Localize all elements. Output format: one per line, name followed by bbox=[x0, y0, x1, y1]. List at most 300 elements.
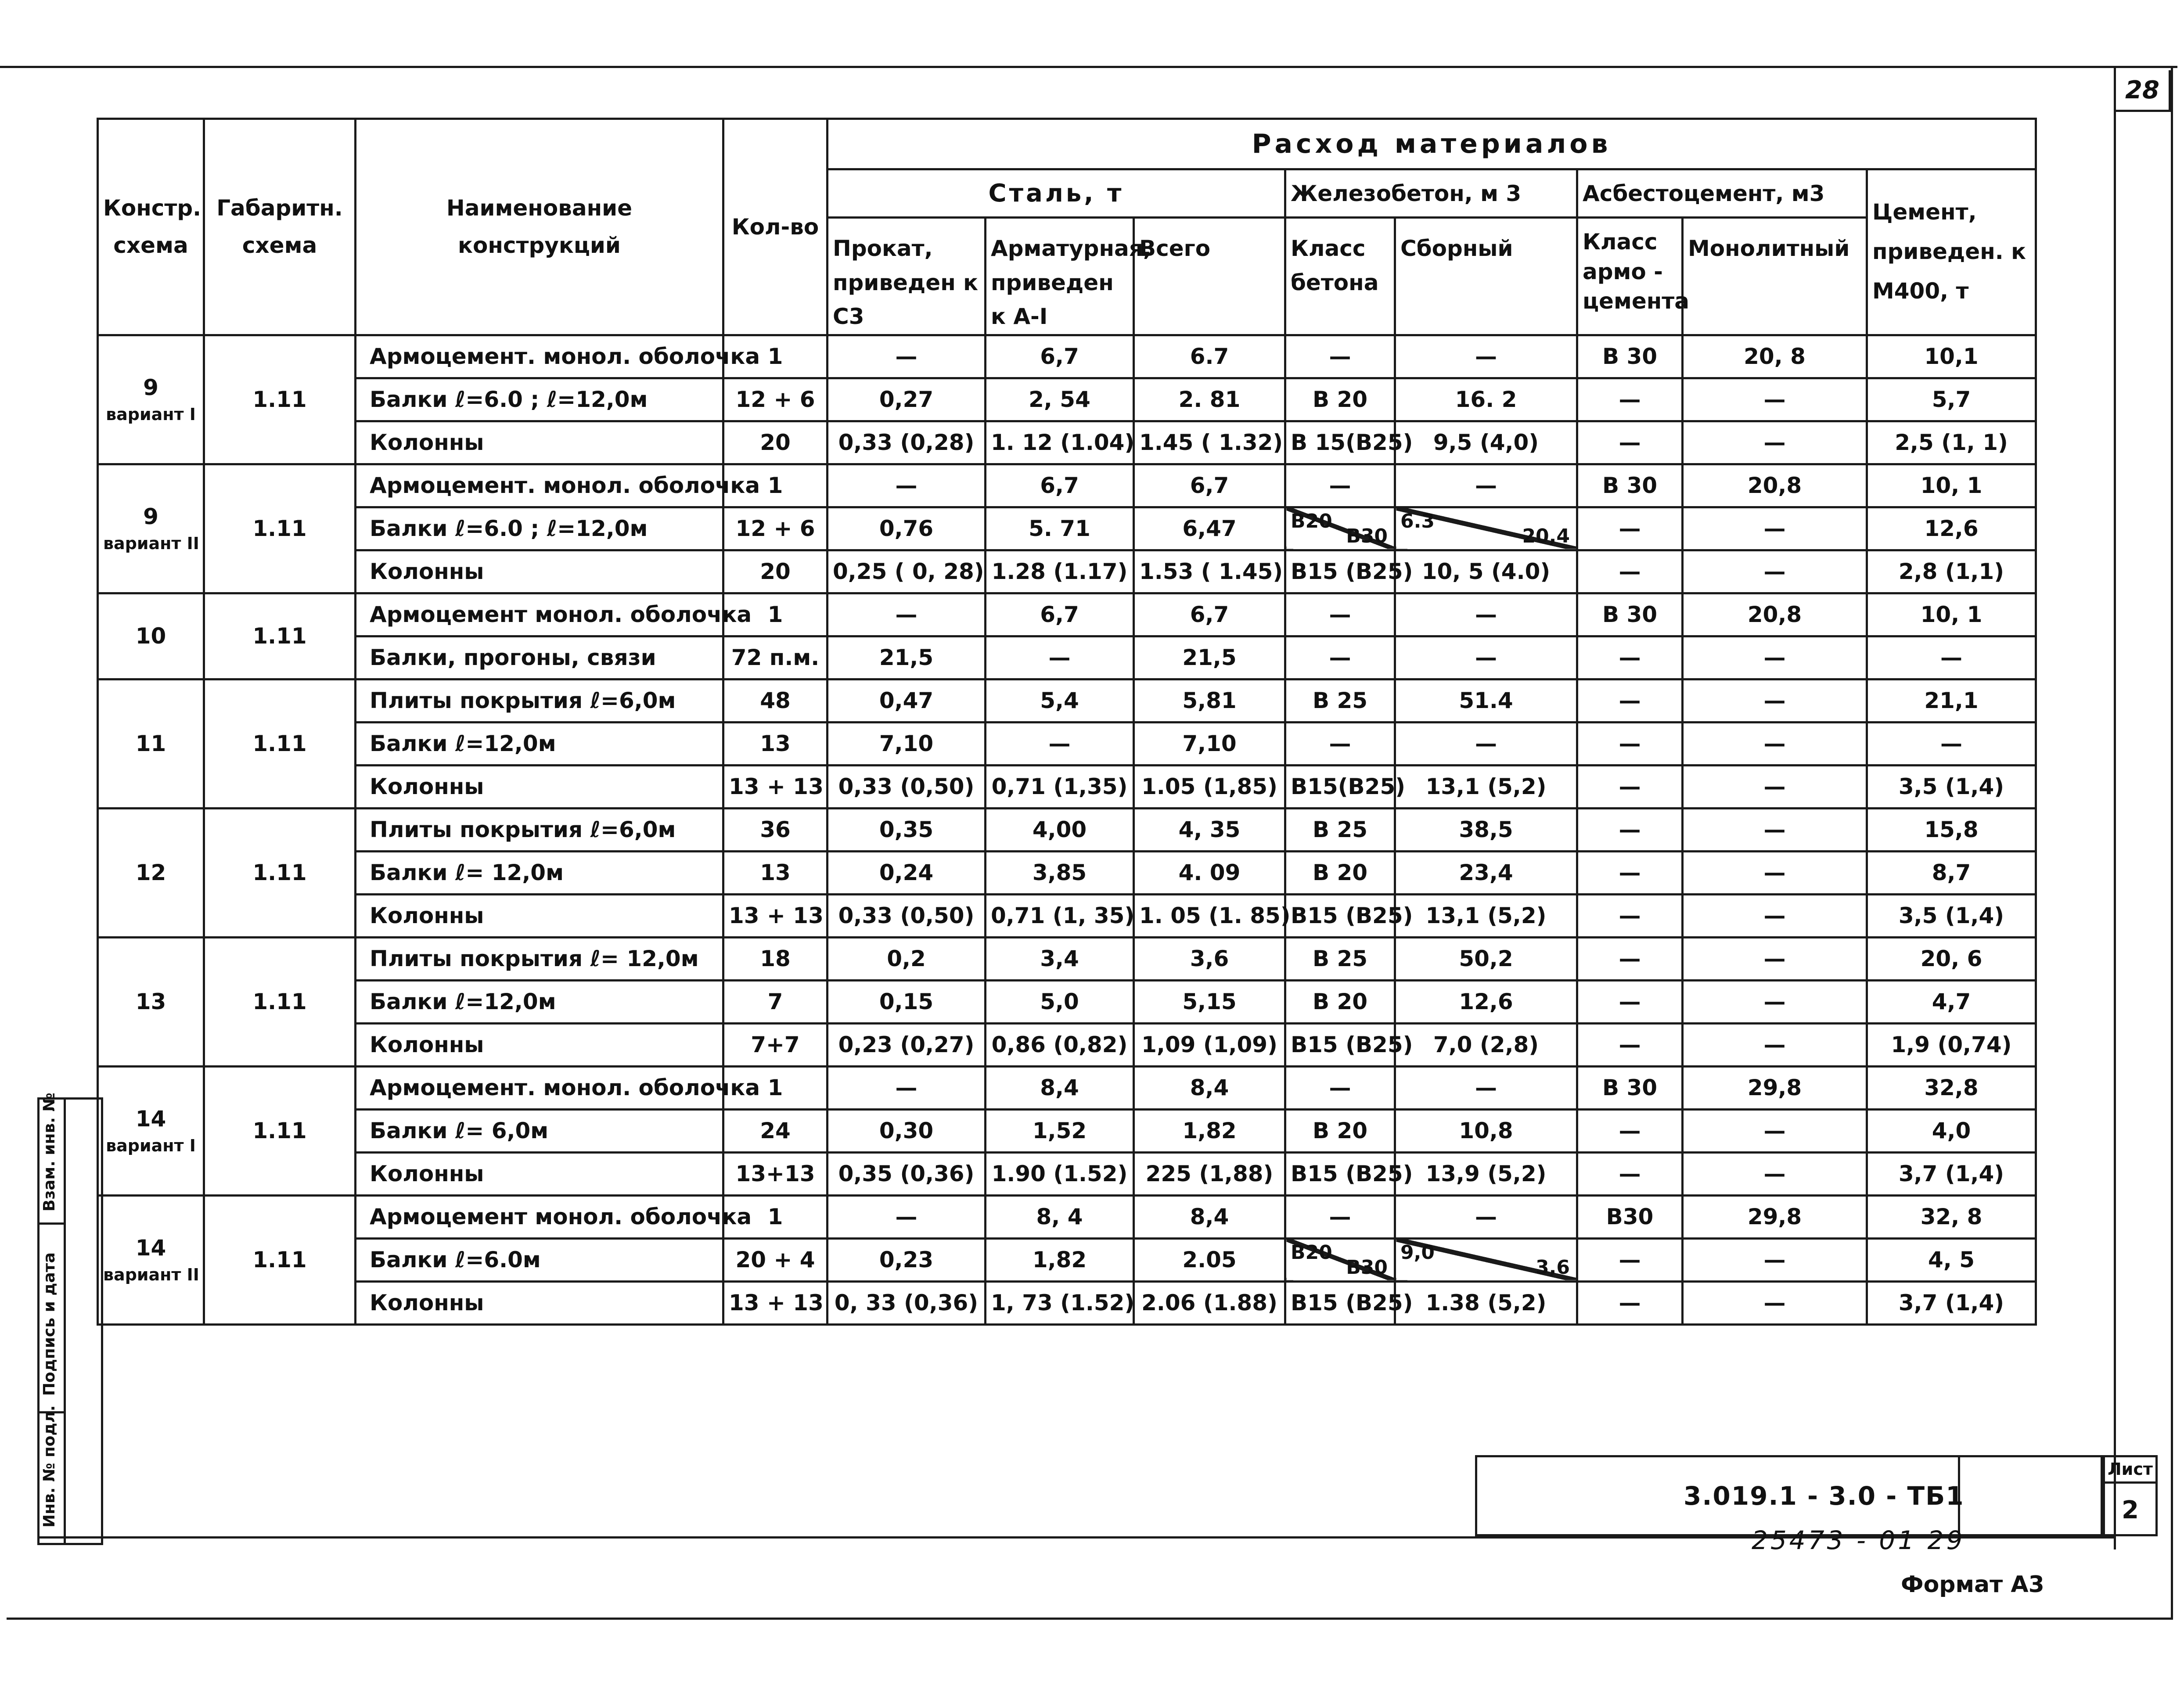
cell-cls: — bbox=[1285, 636, 1395, 679]
cell-name: Балки ℓ=6.0м bbox=[356, 1238, 723, 1281]
cell-qty: 7+7 bbox=[723, 1023, 828, 1066]
cell-schema bbox=[98, 1066, 204, 1195]
cell-precast: 51.4 bbox=[1395, 679, 1577, 722]
cell-qty: 12 + 6 bbox=[723, 507, 828, 550]
cell-precast-split bbox=[1395, 507, 1577, 550]
cell-total: 7,10 bbox=[1134, 722, 1285, 765]
cell-qty: 24 bbox=[723, 1109, 828, 1152]
cell-cls: — bbox=[1285, 1195, 1395, 1238]
cell-cement: — bbox=[1867, 636, 2036, 679]
cell-rolled: — bbox=[828, 593, 986, 636]
cell-rebar: 1.90 (1.52) bbox=[986, 1152, 1134, 1195]
cell-schema bbox=[98, 808, 204, 937]
cell-mono: — bbox=[1683, 1238, 1867, 1281]
cell-rolled: — bbox=[828, 335, 986, 378]
cell-cement: 8,7 bbox=[1867, 851, 2036, 894]
cell-total: 6.7 bbox=[1134, 335, 1285, 378]
cell-rolled: 0,2 bbox=[828, 937, 986, 980]
cell-rebar: 3,4 bbox=[986, 937, 1134, 980]
cell-mono: — bbox=[1683, 1281, 1867, 1324]
split-value-lower: В30 bbox=[1346, 1256, 1388, 1279]
table-row bbox=[98, 378, 2036, 421]
cell-rolled: 0,35 bbox=[828, 808, 986, 851]
cell-gabarit: 1.11 bbox=[204, 1195, 356, 1324]
cell-precast-split bbox=[1395, 1238, 1577, 1281]
frame-top-line bbox=[0, 66, 2177, 68]
cell-cement: 3,5 (1,4) bbox=[1867, 765, 2036, 808]
cell-precast: 9,5 (4,0) bbox=[1395, 421, 1577, 464]
cell-rebar: 5. 71 bbox=[986, 507, 1134, 550]
cell-cement: 15,8 bbox=[1867, 808, 2036, 851]
schema-number: 11 bbox=[135, 731, 166, 756]
cell-precast: 1.38 (5,2) bbox=[1395, 1281, 1577, 1324]
cell-precast: — bbox=[1395, 593, 1577, 636]
frame-inner-right-line bbox=[2114, 66, 2116, 1549]
cell-cement: 4, 5 bbox=[1867, 1238, 2036, 1281]
schema-number: 10 bbox=[135, 623, 166, 649]
cell-precast: 10,8 bbox=[1395, 1109, 1577, 1152]
cell-mono: — bbox=[1683, 765, 1867, 808]
table-row bbox=[98, 1109, 2036, 1152]
schema-number: 13 bbox=[135, 989, 166, 1014]
cell-acls: — bbox=[1577, 1152, 1683, 1195]
cell-cls-split bbox=[1285, 507, 1395, 550]
cell-name: Балки ℓ= 6,0м bbox=[356, 1109, 723, 1152]
cell-mono: — bbox=[1683, 421, 1867, 464]
cell-acls: — bbox=[1577, 507, 1683, 550]
table-row bbox=[98, 1066, 2036, 1109]
cell-gabarit: 1.11 bbox=[204, 1066, 356, 1195]
cell-qty: 1 bbox=[723, 335, 828, 378]
cell-name: Колонны bbox=[356, 421, 723, 464]
cell-precast: — bbox=[1395, 722, 1577, 765]
header-rebar: Арматурная, приведен к А-I bbox=[986, 218, 1134, 335]
cell-mono: — bbox=[1683, 636, 1867, 679]
materials-table bbox=[97, 118, 2037, 1326]
cell-mono: — bbox=[1683, 722, 1867, 765]
cell-cement: 4,7 bbox=[1867, 980, 2036, 1023]
schema-variant: вариант I bbox=[106, 1136, 196, 1156]
cell-total: 8,4 bbox=[1134, 1066, 1285, 1109]
cell-cls: В15 (В25) bbox=[1285, 550, 1395, 593]
cell-name: Плиты покрытия ℓ=6,0м bbox=[356, 679, 723, 722]
cell-qty: 36 bbox=[723, 808, 828, 851]
cell-schema bbox=[98, 464, 204, 593]
side-label-inv: Инв. № подл. bbox=[40, 1405, 58, 1528]
table-row bbox=[98, 765, 2036, 808]
cell-precast: 7,0 (2,8) bbox=[1395, 1023, 1577, 1066]
cell-cls: — bbox=[1285, 464, 1395, 507]
title-stamp bbox=[1475, 1455, 2103, 1536]
cell-rebar: 0,86 (0,82) bbox=[986, 1023, 1134, 1066]
cell-acls: — bbox=[1577, 636, 1683, 679]
cell-acls: — bbox=[1577, 937, 1683, 980]
table-row bbox=[98, 722, 2036, 765]
cell-acls: В 30 bbox=[1577, 1066, 1683, 1109]
cell-cls: В 25 bbox=[1285, 937, 1395, 980]
cell-name: Балки ℓ=12,0м bbox=[356, 980, 723, 1023]
header-asbestos: Асбестоцемент, м3 bbox=[1577, 169, 1867, 218]
cell-total: 6,7 bbox=[1134, 593, 1285, 636]
cell-rolled: 0,33 (0,50) bbox=[828, 894, 986, 937]
cell-mono: — bbox=[1683, 937, 1867, 980]
cell-acls: — bbox=[1577, 894, 1683, 937]
header-total: Всего bbox=[1134, 218, 1285, 335]
cell-total: 8,4 bbox=[1134, 1195, 1285, 1238]
cell-acls: — bbox=[1577, 550, 1683, 593]
cell-gabarit: 1.11 bbox=[204, 464, 356, 593]
schema-variant: вариант II bbox=[103, 1265, 199, 1285]
table-row bbox=[98, 1281, 2036, 1324]
cell-schema bbox=[98, 1195, 204, 1324]
cell-cls: В15 (В25) bbox=[1285, 1152, 1395, 1195]
cell-mono: — bbox=[1683, 1109, 1867, 1152]
schema-number: 9 bbox=[143, 375, 158, 401]
sheet-box bbox=[2103, 1455, 2158, 1536]
split-value-lower: В30 bbox=[1346, 525, 1388, 547]
cell-rebar: — bbox=[986, 636, 1134, 679]
cell-cement: 5,7 bbox=[1867, 378, 2036, 421]
cell-rolled: 0,15 bbox=[828, 980, 986, 1023]
cell-rebar: 1, 73 (1.52) bbox=[986, 1281, 1134, 1324]
cell-rolled: 0,33 (0,50) bbox=[828, 765, 986, 808]
cell-rolled: — bbox=[828, 464, 986, 507]
split-value-lower: 20,4 bbox=[1522, 525, 1570, 547]
cell-cement: 2,8 (1,1) bbox=[1867, 550, 2036, 593]
sheet-label: Лист bbox=[2105, 1457, 2155, 1484]
cell-qty: 72 п.м. bbox=[723, 636, 828, 679]
cell-rebar: 4,00 bbox=[986, 808, 1134, 851]
cell-mono: — bbox=[1683, 980, 1867, 1023]
cell-rolled: 21,5 bbox=[828, 636, 986, 679]
cell-cls: В15 (В25) bbox=[1285, 1281, 1395, 1324]
cell-name: Колонны bbox=[356, 1152, 723, 1195]
cell-rebar: 6,7 bbox=[986, 593, 1134, 636]
table-row bbox=[98, 937, 2036, 980]
cell-name: Балки, прогоны, связи bbox=[356, 636, 723, 679]
cell-rebar: 3,85 bbox=[986, 851, 1134, 894]
header-count: Кол-во bbox=[723, 119, 828, 335]
cell-schema bbox=[98, 335, 204, 464]
cell-acls: — bbox=[1577, 851, 1683, 894]
cell-name: Балки ℓ=6.0 ; ℓ=12,0м bbox=[356, 507, 723, 550]
side-label-replaced: Взам. инв. № bbox=[40, 1093, 58, 1211]
cell-name: Плиты покрытия ℓ=6,0м bbox=[356, 808, 723, 851]
cell-qty: 1 bbox=[723, 464, 828, 507]
cell-cement: 3,7 (1,4) bbox=[1867, 1281, 2036, 1324]
cell-total: 4, 35 bbox=[1134, 808, 1285, 851]
table-row bbox=[98, 1195, 2036, 1238]
cell-acls: — bbox=[1577, 421, 1683, 464]
table-row bbox=[98, 1238, 2036, 1281]
cell-rebar: 8, 4 bbox=[986, 1195, 1134, 1238]
cell-mono: — bbox=[1683, 851, 1867, 894]
cell-total: 3,6 bbox=[1134, 937, 1285, 980]
cell-total: 1. 05 (1. 85) bbox=[1134, 894, 1285, 937]
cell-rebar: 1.28 (1.17) bbox=[986, 550, 1134, 593]
cell-qty: 13 + 13 bbox=[723, 894, 828, 937]
cell-gabarit: 1.11 bbox=[204, 679, 356, 808]
cell-acls: — bbox=[1577, 765, 1683, 808]
cell-precast: — bbox=[1395, 464, 1577, 507]
header-cement: Цемент, приведен. к М400, т bbox=[1867, 169, 2036, 335]
cell-qty: 20 bbox=[723, 421, 828, 464]
cell-rolled: — bbox=[828, 1195, 986, 1238]
cell-name: Армоцемент монол. оболочка bbox=[356, 593, 723, 636]
cell-rebar: 1,82 bbox=[986, 1238, 1134, 1281]
schema-number: 12 bbox=[135, 860, 166, 885]
cell-rolled: 0,47 bbox=[828, 679, 986, 722]
table-row bbox=[98, 593, 2036, 636]
cell-acls: — bbox=[1577, 808, 1683, 851]
cell-mono: 29,8 bbox=[1683, 1195, 1867, 1238]
cell-name: Колонны bbox=[356, 894, 723, 937]
table-row bbox=[98, 335, 2036, 378]
cell-rebar: 6,7 bbox=[986, 464, 1134, 507]
cell-rebar: 1,52 bbox=[986, 1109, 1134, 1152]
cell-total: 6,47 bbox=[1134, 507, 1285, 550]
cell-precast: 50,2 bbox=[1395, 937, 1577, 980]
table-row bbox=[98, 808, 2036, 851]
cell-acls: — bbox=[1577, 378, 1683, 421]
cell-precast: 13,1 (5,2) bbox=[1395, 894, 1577, 937]
cell-qty: 13 bbox=[723, 851, 828, 894]
cell-mono: — bbox=[1683, 679, 1867, 722]
cell-name: Колонны bbox=[356, 1023, 723, 1066]
cell-name: Балки ℓ=6.0 ; ℓ=12,0м bbox=[356, 378, 723, 421]
table-row bbox=[98, 507, 2036, 550]
cell-rebar: 5,0 bbox=[986, 980, 1134, 1023]
cell-cls: — bbox=[1285, 593, 1395, 636]
cell-precast: 10, 5 (4.0) bbox=[1395, 550, 1577, 593]
cell-mono: 20,8 bbox=[1683, 464, 1867, 507]
cell-cls: В 25 bbox=[1285, 679, 1395, 722]
header-konstr-schema: Констр. схема bbox=[98, 119, 204, 335]
cell-total: 1.53 ( 1.45) bbox=[1134, 550, 1285, 593]
split-value-lower: 3,6 bbox=[1536, 1256, 1570, 1279]
cell-mono: — bbox=[1683, 894, 1867, 937]
cell-qty: 1 bbox=[723, 593, 828, 636]
cell-mono: — bbox=[1683, 507, 1867, 550]
table-row bbox=[98, 464, 2036, 507]
cell-rolled: 0,35 (0,36) bbox=[828, 1152, 986, 1195]
cell-name: Армоцемент. монол. оболочка bbox=[356, 464, 723, 507]
cell-cement: 1,9 (0,74) bbox=[1867, 1023, 2036, 1066]
cell-cement: 2,5 (1, 1) bbox=[1867, 421, 2036, 464]
cell-cls: В 15(В25) bbox=[1285, 421, 1395, 464]
cell-precast: 13,1 (5,2) bbox=[1395, 765, 1577, 808]
cell-mono: 20,8 bbox=[1683, 593, 1867, 636]
cell-mono: — bbox=[1683, 1152, 1867, 1195]
table-row bbox=[98, 894, 2036, 937]
cell-qty: 13 + 13 bbox=[723, 1281, 828, 1324]
cell-rolled: 0,76 bbox=[828, 507, 986, 550]
cell-cls: В15 (В25) bbox=[1285, 1023, 1395, 1066]
cell-schema bbox=[98, 593, 204, 679]
cell-qty: 1 bbox=[723, 1195, 828, 1238]
header-precast: Сборный bbox=[1395, 218, 1577, 335]
cell-acls: — bbox=[1577, 722, 1683, 765]
cell-rolled: 0,30 bbox=[828, 1109, 986, 1152]
cell-total: 1.45 ( 1.32) bbox=[1134, 421, 1285, 464]
cell-name: Плиты покрытия ℓ= 12,0м bbox=[356, 937, 723, 980]
cell-total: 5,15 bbox=[1134, 980, 1285, 1023]
schema-number: 14 bbox=[135, 1235, 166, 1261]
cell-total: 225 (1,88) bbox=[1134, 1152, 1285, 1195]
sheet-number: 2 bbox=[2122, 1495, 2139, 1524]
cell-qty: 13 + 13 bbox=[723, 765, 828, 808]
cell-precast: — bbox=[1395, 335, 1577, 378]
document-code: 3.019.1 - 3.0 - ТБ1 bbox=[1684, 1481, 1965, 1511]
cell-rolled: 0,33 (0,28) bbox=[828, 421, 986, 464]
page-number: 28 bbox=[2114, 70, 2171, 112]
cell-precast: 38,5 bbox=[1395, 808, 1577, 851]
cell-rebar: 8,4 bbox=[986, 1066, 1134, 1109]
cell-acls: В 30 bbox=[1577, 335, 1683, 378]
table-row bbox=[98, 980, 2036, 1023]
table-row bbox=[98, 636, 2036, 679]
cell-rolled: 0,24 bbox=[828, 851, 986, 894]
cell-acls: В 30 bbox=[1577, 593, 1683, 636]
cell-precast: 16. 2 bbox=[1395, 378, 1577, 421]
cell-cement: 4,0 bbox=[1867, 1109, 2036, 1152]
cell-rebar: 5,4 bbox=[986, 679, 1134, 722]
cell-schema bbox=[98, 937, 204, 1066]
cell-cls: В 25 bbox=[1285, 808, 1395, 851]
cell-name: Колонны bbox=[356, 550, 723, 593]
cell-rolled: 0,27 bbox=[828, 378, 986, 421]
cell-cls: В15 (В25) bbox=[1285, 894, 1395, 937]
frame-right-line bbox=[2171, 66, 2173, 1620]
cell-acls: В30 bbox=[1577, 1195, 1683, 1238]
frame-bottom-line bbox=[7, 1618, 2173, 1620]
schema-number: 14 bbox=[135, 1106, 166, 1132]
cell-cement: 10, 1 bbox=[1867, 593, 2036, 636]
cell-acls: — bbox=[1577, 1109, 1683, 1152]
cell-qty: 20 bbox=[723, 550, 828, 593]
cell-total: 2.06 (1.88) bbox=[1134, 1281, 1285, 1324]
cell-rebar: 6,7 bbox=[986, 335, 1134, 378]
cell-rolled: 7,10 bbox=[828, 722, 986, 765]
header-steel: Сталь, т bbox=[828, 169, 1285, 218]
cell-gabarit: 1.11 bbox=[204, 593, 356, 679]
cell-cls: В 20 bbox=[1285, 378, 1395, 421]
cell-precast: — bbox=[1395, 636, 1577, 679]
cell-rolled: 0,23 bbox=[828, 1238, 986, 1281]
cell-gabarit: 1.11 bbox=[204, 335, 356, 464]
cell-total: 1,09 (1,09) bbox=[1134, 1023, 1285, 1066]
cell-cement: 32,8 bbox=[1867, 1066, 2036, 1109]
table-row bbox=[98, 1023, 2036, 1066]
header-rolled: Прокат, приведен к С3 bbox=[828, 218, 986, 335]
cell-cls: — bbox=[1285, 1066, 1395, 1109]
cell-rebar: 0,71 (1,35) bbox=[986, 765, 1134, 808]
cell-rebar: 2, 54 bbox=[986, 378, 1134, 421]
schema-number: 9 bbox=[143, 504, 158, 530]
split-value-upper: В20 bbox=[1291, 510, 1332, 532]
cell-gabarit: 1.11 bbox=[204, 937, 356, 1066]
split-value-upper: 9,0 bbox=[1400, 1241, 1435, 1264]
cell-cement: 3,7 (1,4) bbox=[1867, 1152, 2036, 1195]
cell-cement: 20, 6 bbox=[1867, 937, 2036, 980]
cell-mono: 29,8 bbox=[1683, 1066, 1867, 1109]
cell-rolled: — bbox=[828, 1066, 986, 1109]
cell-total: 6,7 bbox=[1134, 464, 1285, 507]
cell-acls: — bbox=[1577, 1238, 1683, 1281]
cell-mono: — bbox=[1683, 550, 1867, 593]
header-gabarit-schema: Габаритн. схема bbox=[204, 119, 356, 335]
cell-mono: — bbox=[1683, 1023, 1867, 1066]
cell-precast: — bbox=[1395, 1195, 1577, 1238]
cell-rolled: 0,23 (0,27) bbox=[828, 1023, 986, 1066]
cell-cls: — bbox=[1285, 335, 1395, 378]
cell-qty: 13 bbox=[723, 722, 828, 765]
format-label: Формат А3 bbox=[1901, 1571, 2044, 1598]
cell-total: 21,5 bbox=[1134, 636, 1285, 679]
split-value-upper: 6.3 bbox=[1400, 510, 1435, 532]
header-monolithic: Монолитный bbox=[1683, 218, 1867, 335]
cell-cls: — bbox=[1285, 722, 1395, 765]
cell-qty: 1 bbox=[723, 1066, 828, 1109]
cell-cement: 10,1 bbox=[1867, 335, 2036, 378]
cell-cls: В 20 bbox=[1285, 980, 1395, 1023]
table-row bbox=[98, 1152, 2036, 1195]
split-value-upper: В20 bbox=[1291, 1241, 1332, 1264]
header-concrete-class: Класс бетона bbox=[1285, 218, 1395, 335]
table-row bbox=[98, 550, 2036, 593]
cell-name: Колонны bbox=[356, 1281, 723, 1324]
cell-mono: 20, 8 bbox=[1683, 335, 1867, 378]
cell-cement: — bbox=[1867, 722, 2036, 765]
cell-qty: 12 + 6 bbox=[723, 378, 828, 421]
cell-total: 5,81 bbox=[1134, 679, 1285, 722]
cell-cls: В 20 bbox=[1285, 851, 1395, 894]
cell-total: 2. 81 bbox=[1134, 378, 1285, 421]
cell-acls: В 30 bbox=[1577, 464, 1683, 507]
cell-name: Армоцемент. монол. оболочка bbox=[356, 1066, 723, 1109]
cell-rolled: 0,25 ( 0, 28) bbox=[828, 550, 986, 593]
cell-precast: 12,6 bbox=[1395, 980, 1577, 1023]
cell-name: Балки ℓ=12,0м bbox=[356, 722, 723, 765]
cell-precast: 23,4 bbox=[1395, 851, 1577, 894]
table-row bbox=[98, 679, 2036, 722]
cell-qty: 13+13 bbox=[723, 1152, 828, 1195]
header-name: Наименование конструкций bbox=[356, 119, 723, 335]
cell-rebar: 1. 12 (1.04) bbox=[986, 421, 1134, 464]
header-concrete: Железобетон, м 3 bbox=[1285, 169, 1577, 218]
cell-schema bbox=[98, 679, 204, 808]
header-materials: Расход материалов bbox=[828, 119, 2036, 169]
cell-qty: 20 + 4 bbox=[723, 1238, 828, 1281]
cell-cls: В15(В25) bbox=[1285, 765, 1395, 808]
cell-total: 2.05 bbox=[1134, 1238, 1285, 1281]
cell-acls: — bbox=[1577, 1281, 1683, 1324]
cell-total: 1.05 (1,85) bbox=[1134, 765, 1285, 808]
cell-cement: 10, 1 bbox=[1867, 464, 2036, 507]
cell-name: Колонны bbox=[356, 765, 723, 808]
cell-cls-split bbox=[1285, 1238, 1395, 1281]
cell-qty: 7 bbox=[723, 980, 828, 1023]
cell-precast: — bbox=[1395, 1066, 1577, 1109]
cell-total: 4. 09 bbox=[1134, 851, 1285, 894]
table-row bbox=[98, 851, 2036, 894]
cell-rebar: 0,71 (1, 35) bbox=[986, 894, 1134, 937]
cell-total: 1,82 bbox=[1134, 1109, 1285, 1152]
cell-mono: — bbox=[1683, 378, 1867, 421]
cell-acls: — bbox=[1577, 679, 1683, 722]
cell-name: Армоцемент монол. оболочка bbox=[356, 1195, 723, 1238]
cell-cement: 12,6 bbox=[1867, 507, 2036, 550]
